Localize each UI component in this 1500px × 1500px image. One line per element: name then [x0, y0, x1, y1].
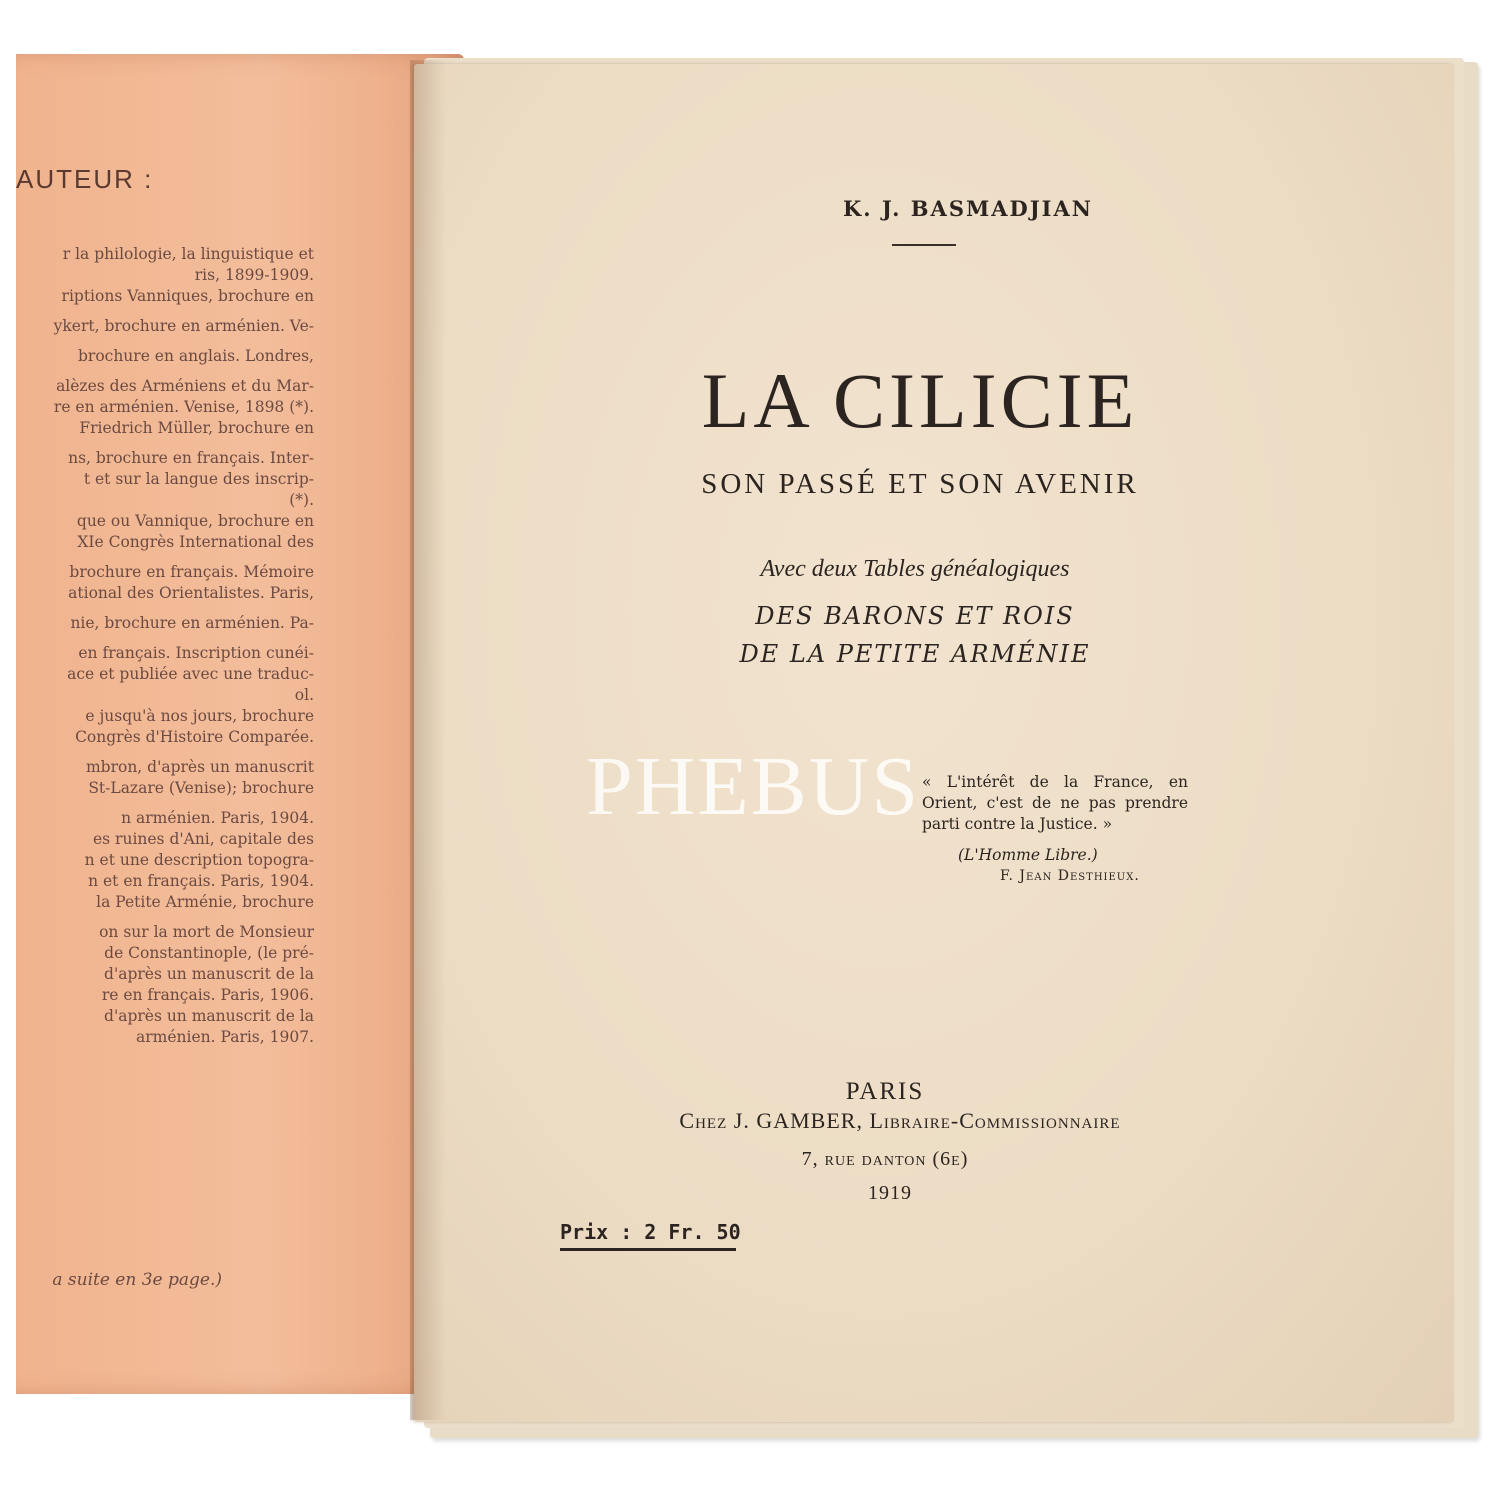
works-line: n arménien. Paris, 1904.: [121, 809, 314, 827]
back-cover-page: [16, 54, 464, 1394]
author-works-list: [16, 244, 316, 1048]
works-line: nie, brochure en arménien. Pa-: [70, 614, 314, 632]
works-line: ns, brochure en français. Inter-: [68, 449, 314, 467]
works-line: ris, 1899-1909.: [194, 266, 314, 284]
author-works-heading: AUTEUR :: [16, 164, 154, 194]
works-line: Friedrich Müller, brochure en: [79, 419, 314, 437]
works-line: arménien. Paris, 1907.: [136, 1028, 314, 1046]
tables-note: Avec deux Tables généalogiques: [760, 556, 1070, 582]
works-line: Congrès d'Histoire Comparée.: [75, 728, 314, 746]
price-label: Prix : 2 Fr. 50: [560, 1220, 741, 1244]
works-line: St-Lazare (Venise); brochure: [88, 779, 314, 797]
works-line: n et une description topogra-: [84, 851, 314, 869]
works-line: ykert, brochure en arménien. Ve-: [53, 317, 314, 335]
publisher-address: 7, rue danton (6e): [801, 1148, 969, 1170]
works-line: que ou Vannique, brochure en: [76, 512, 314, 530]
works-line: alèzes des Arméniens et du Mar-: [56, 377, 314, 395]
epigraph-quote: « L'intérêt de la France, en Orient, c'est de ne pas prendre parti contre la Justice. »: [922, 773, 1188, 833]
works-line: d'après un manuscrit de la: [104, 1007, 314, 1025]
phebus-watermark: PHEBUS: [585, 740, 921, 833]
works-line: n et en français. Paris, 1904.: [88, 872, 314, 890]
works-line: en français. Inscription cunéi-: [78, 644, 314, 662]
works-line: brochure en français. Mémoire: [69, 563, 314, 581]
book-title: LA CILICIE: [701, 357, 1139, 444]
publication-year: 1919: [868, 1182, 912, 1204]
publisher-name: Chez J. GAMBER, Libraire-Commissionnaire: [679, 1108, 1121, 1133]
author-rule: [892, 244, 956, 246]
works-line: r la philologie, la linguistique et: [62, 245, 314, 263]
works-line: re en français. Paris, 1906.: [101, 986, 314, 1004]
tables-armenie: DE LA PETITE ARMÉNIE: [739, 640, 1091, 668]
book-subtitle: SON PASSÉ ET SON AVENIR: [701, 468, 1139, 500]
works-line: (*).: [289, 491, 314, 509]
works-line: es ruines d'Ani, capitale des: [93, 830, 314, 848]
publisher-city: PARIS: [845, 1078, 925, 1105]
epigraph-author: F. Jean Desthieux.: [1000, 868, 1140, 884]
epigraph-source: (L'Homme Libre.): [958, 846, 1098, 864]
works-line: riptions Vanniques, brochure en: [61, 287, 314, 305]
works-line: re en arménien. Venise, 1898 (*).: [53, 398, 314, 416]
works-line: de Constantinople, (le pré-: [104, 944, 314, 962]
works-line: ace et publiée avec une traduc-: [67, 665, 314, 683]
works-line: la Petite Arménie, brochure: [96, 893, 314, 911]
works-line: t et sur la langue des inscrip-: [83, 470, 314, 488]
works-line: ol.: [294, 686, 314, 704]
works-line: mbron, d'après un manuscrit: [85, 758, 314, 776]
works-line: XIe Congrès International des: [77, 533, 314, 551]
works-line: on sur la mort de Monsieur: [99, 923, 314, 941]
works-line: ational des Orientalistes. Paris,: [68, 584, 314, 602]
book-author: K. J. BASMADJIAN: [842, 196, 1093, 221]
works-line: brochure en anglais. Londres,: [77, 347, 314, 365]
spine-shadow: [410, 60, 446, 1420]
works-line: e jusqu'à nos jours, brochure: [85, 707, 314, 725]
works-line: d'après un manuscrit de la: [104, 965, 314, 983]
continued-note: a suite en 3e page.): [52, 1270, 222, 1290]
tables-barons: DES BARONS ET ROIS: [755, 602, 1075, 630]
price-underline: [560, 1248, 736, 1251]
